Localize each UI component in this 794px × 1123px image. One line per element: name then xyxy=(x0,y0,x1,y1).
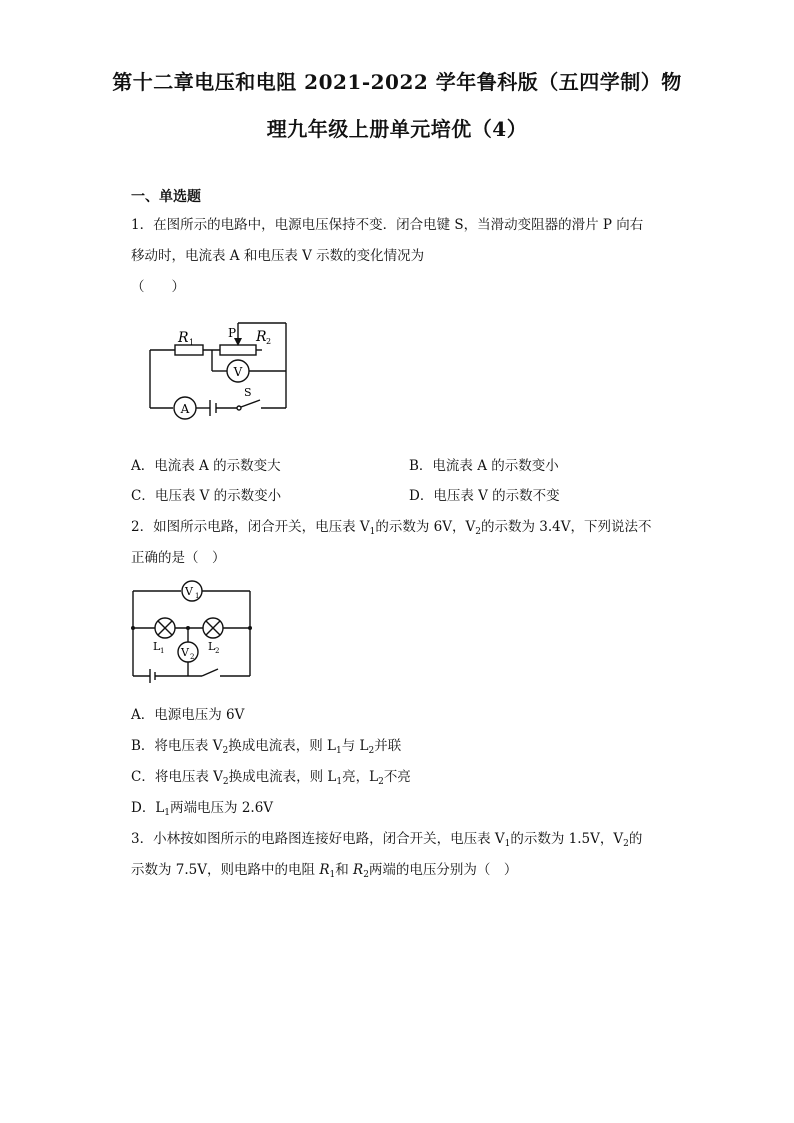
svg-text:2: 2 xyxy=(190,653,195,661)
q1-option-a: A．电流表 A 的示数变大 xyxy=(131,458,281,474)
slider-p-label: P xyxy=(228,326,237,340)
section-heading: 一、单选题 xyxy=(131,189,201,205)
q1-option-c: C．电压表 V 的示数变小 xyxy=(131,488,282,504)
q2-switch-blade xyxy=(202,669,218,676)
l1-label: L xyxy=(153,640,161,653)
svg-text:2: 2 xyxy=(215,647,220,655)
svg-text:1: 1 xyxy=(195,592,200,600)
q1-circuit-diagram xyxy=(140,318,300,418)
q2-option-a: A．电源电压为 6V xyxy=(131,707,245,723)
svg-text:2: 2 xyxy=(266,337,272,346)
doc-title-line1: 第十二章电压和电阻 2021-2022 学年鲁科版（五四学制）物 xyxy=(112,70,682,94)
q1-stem-line1: 1．在图所示的电路中，电源电压保持不变．闭合电键 S，当滑动变阻器的滑片 P 向右 xyxy=(131,217,644,233)
q3-stem-line2: 示数为 7.5V，则电路中的电阻 $R_1$和 $R_2$两端的电压分别为（ ） xyxy=(131,862,518,880)
svg-text:V: V xyxy=(181,646,189,659)
q1-stem-line2: 移动时，电流表 A 和电压表 V 示数的变化情况为 xyxy=(131,248,425,264)
svg-text:1: 1 xyxy=(160,647,165,655)
q3-stem-line1: 3．小林按如图所示的电路图连接好电路，闭合开关，电压表 $V_1$的示数为 1.5V，$V_2$的 xyxy=(131,831,643,849)
q2-circuit-diagram xyxy=(128,580,258,690)
q2-stem-line1: 2．如图所示电路，闭合开关，电压表 $V_1$的示数为 6V，$V_2$的示数为 3.4V，下列说法不 xyxy=(131,519,652,537)
q1-option-d: D．电压表 V 的示数不变 xyxy=(409,488,560,504)
svg-text:V: V xyxy=(185,585,193,598)
switch-s-label: S xyxy=(244,386,252,399)
r2-rheostat xyxy=(220,345,256,355)
svg-text:1: 1 xyxy=(189,338,195,347)
ammeter-label: A xyxy=(180,402,190,416)
q2-option-b: B．将电压表 $V_2$换成电流表，则 $L_1$与 $L_2$并联 xyxy=(131,738,402,756)
q1-answer-paren: （ ） xyxy=(131,279,185,295)
q2-option-d: D．$L_1$两端电压为 2.6V xyxy=(131,800,274,818)
doc-title-line2: 理九年级上册单元培优（4） xyxy=(266,117,528,141)
l2-label: L xyxy=(208,640,216,653)
q1-option-b: B．电流表 A 的示数变小 xyxy=(409,458,559,474)
voltmeter-label: V xyxy=(233,365,243,379)
q2-option-c: C．将电压表 $V_2$换成电流表，则 $L_1$亮，$L_2$不亮 xyxy=(131,769,411,787)
switch-s-blade xyxy=(241,400,260,407)
r2-label: R xyxy=(256,329,267,345)
r1-label: R xyxy=(178,330,189,346)
q2-stem-line2: 正确的是（ ） xyxy=(131,550,226,566)
